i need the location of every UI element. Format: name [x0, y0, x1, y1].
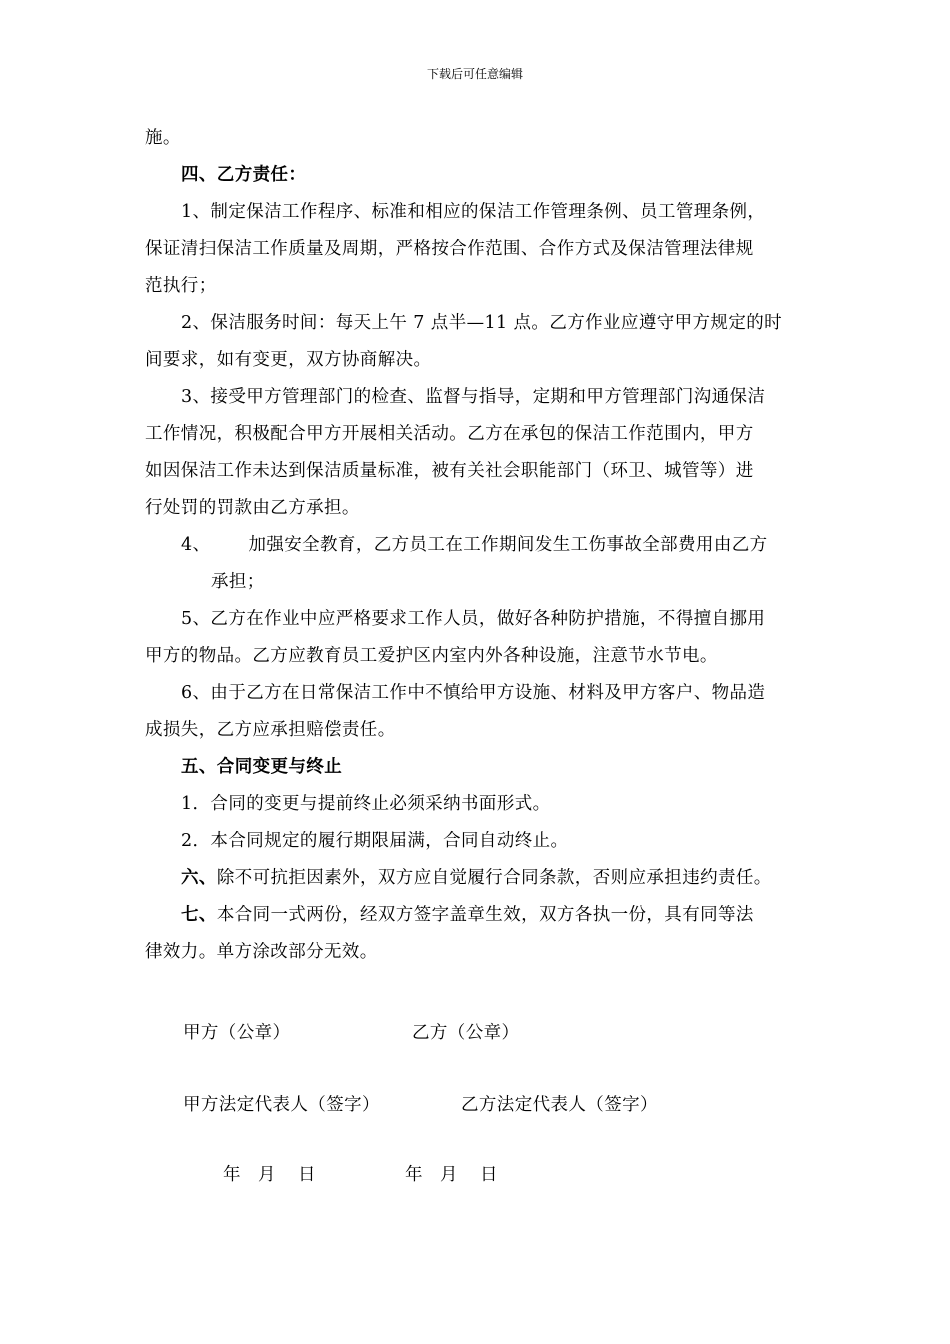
party-b-date-month: 月: [440, 1165, 458, 1185]
section6-label: 六、: [181, 868, 217, 888]
section4-item6-line2: 成损失，乙方应承担赔偿责任。: [145, 720, 396, 740]
party-a-date-month: 月: [258, 1165, 276, 1185]
section5-heading: 五、合同变更与终止: [181, 757, 343, 777]
party-b-date-day: 日: [480, 1165, 498, 1185]
section4-item6-line1: 6、由于乙方在日常保洁工作中不慎给甲方设施、材料及甲方客户、物品造: [181, 683, 766, 703]
section6-line: [145, 860, 805, 897]
section4-item3-line3: 如因保洁工作未达到保洁质量标准，被有关社会职能部门（环卫、城管等）进: [145, 461, 754, 481]
section4-item4-line2: 承担；: [211, 572, 265, 592]
section4-item1-line2: 保证清扫保洁工作质量及周期，严格按合作范围、合作方式及保洁管理法律规: [145, 239, 754, 259]
section4-item3-line1: 3、接受甲方管理部门的检查、监督与指导，定期和甲方管理部门沟通保洁: [181, 387, 766, 407]
party-a-date: [223, 1163, 316, 1187]
section4-heading: 四、乙方责任：: [181, 165, 307, 185]
section7-text: 本合同一式两份，经双方签字盖章生效，双方各执一份，具有同等法: [216, 905, 754, 925]
section7-line2: 律效力。单方涂改部分无效。: [145, 942, 378, 962]
page-header: 下载后可任意编辑: [426, 67, 523, 81]
section5-item2: 2．本合同规定的履行期限届满，合同自动终止。: [181, 831, 569, 851]
section4-item4-number: 4、: [181, 535, 211, 555]
section7-label: 七、: [181, 905, 217, 925]
section4-item2-line2: 间要求，如有变更，双方协商解决。: [145, 350, 432, 370]
section4-item1-line1: 1、制定保洁工作程序、标准和相应的保洁工作管理条例、员工管理条例，: [181, 202, 766, 222]
section4-item5-line2: 甲方的物品。乙方应教育员工爱护区内室内外各种设施，注意节水节电。: [145, 646, 718, 666]
section4-item4-text: 加强安全教育，乙方员工在工作期间发生工伤事故全部费用由乙方: [248, 535, 768, 555]
party-a-seal: 甲方（公章）: [183, 1023, 291, 1043]
section4-item2-line1: 2、保洁服务时间：每天上午 7 点半—11 点。乙方作业应遵守甲方规定的时: [181, 313, 783, 333]
party-b-representative: 乙方法定代表人（签字）: [461, 1095, 658, 1115]
contract-body: [145, 120, 805, 971]
party-a-date-year: 年: [223, 1165, 241, 1185]
section7-line1: [145, 897, 805, 934]
party-b-date: [405, 1163, 498, 1187]
section4-item4-line1: [145, 527, 805, 564]
section4-item5-line1: 5、乙方在作业中应严格要求工作人员，做好各种防护措施，不得擅自挪用: [181, 609, 766, 629]
section5-item1: 1．合同的变更与提前终止必须采纳书面形式。: [181, 794, 551, 814]
party-a-date-day: 日: [298, 1165, 316, 1185]
section4-item3-line4: 行处罚的罚款由乙方承担。: [145, 498, 360, 518]
section3-tail: 施。: [145, 128, 181, 148]
section4-item1-line3: 范执行；: [145, 276, 217, 296]
section4-item3-line2: 工作情况，积极配合甲方开展相关活动。乙方在承包的保洁工作范围内，甲方: [145, 424, 754, 444]
party-a-representative: 甲方法定代表人（签字）: [183, 1095, 380, 1115]
section6-text: 除不可抗拒因素外，双方应自觉履行合同条款，否则应承担违约责任。: [216, 868, 772, 888]
party-b-seal: 乙方（公章）: [412, 1023, 520, 1043]
party-b-date-year: 年: [405, 1165, 423, 1185]
